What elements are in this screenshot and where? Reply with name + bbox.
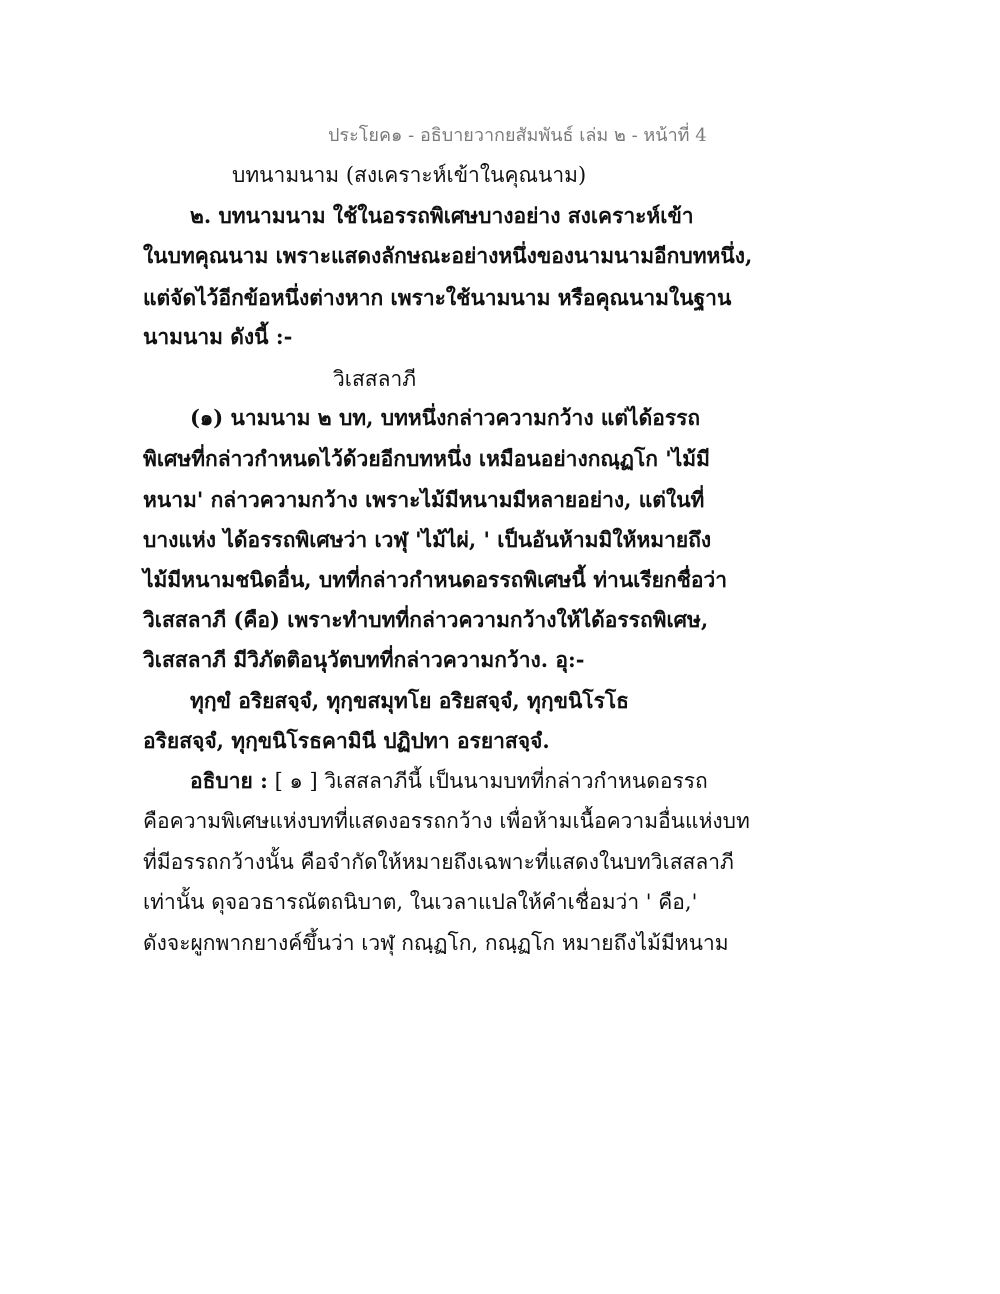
explanation-label: อธิบาย : bbox=[190, 768, 268, 793]
para1-line: พิเศษที่กล่าวกำหนดไว้ด้วยอีกบทหนึ่ง เหมือนอย่างกณฺฏโก 'ไม้มี bbox=[143, 446, 710, 471]
para1-line: บางแห่ง ได้อรรถพิเศษว่า เวฬุ 'ไม้ไผ่, ' เป็นอันห้ามมิให้หมายถึง bbox=[143, 527, 712, 552]
section2-line: ๒. บทนามนาม ใช้ในอรรถพิเศษบางอย่าง สงเคราะห์เข้า bbox=[190, 203, 694, 228]
para1-line: ไม้มีหนามชนิดอื่น, บทที่กล่าวกำหนดอรรถพิเศษนี้ ท่านเรียกชื่อว่า bbox=[143, 567, 728, 592]
explanation-line: ดังจะผูกพากยางค์ขึ้นว่า เวฬุ กณฺฏโก, กณฺฏโก หมายถึงไม้มีหนาม bbox=[143, 931, 729, 955]
para1-line: วิเสสลาภี (คือ) เพราะทำบทที่กล่าวความกว้างให้ได้อรรถพิเศษ, bbox=[143, 607, 709, 632]
section2-line: นามนาม ดังนี้ :- bbox=[143, 324, 293, 349]
section-heading: วิเสสลาภี bbox=[333, 367, 417, 391]
example-line: อริยสจฺจํ, ทุกฺขนิโรธคามินี ปฏิปทา อรยาสจฺจํ. bbox=[143, 728, 550, 753]
example-line: ทุกฺขํ อริยสจฺจํ, ทุกฺขสมุทโย อริยสจฺจํ, ทุกฺขนิโรโธ bbox=[190, 688, 629, 713]
explanation-line: ที่มีอรรถกว้างนั้น คือจำกัดให้หมายถึงเฉพาะที่แสดงในบทวิเสสลาภี bbox=[143, 850, 734, 874]
section2-line: ในบทคุณนาม เพราะแสดงลักษณะอย่างหนึ่งของนามนามอีกบทหนึ่ง, bbox=[143, 243, 753, 268]
page-header: ประโยค๑ - อธิบายวากยสัมพันธ์ เล่ม ๒ - หน้าที่ 4 bbox=[328, 125, 707, 146]
para1-line: วิเสสลาภี มีวิภัตติอนุวัตบทที่กล่าวความกว้าง. อุ:- bbox=[143, 647, 585, 672]
subtitle: บทนามนาม (สงเคราะห์เข้าในคุณนาม) bbox=[232, 163, 587, 187]
para1-line: (๑) นามนาม ๒ บท, บทหนึ่งกล่าวความกว้าง แต่ได้อรรถ bbox=[190, 405, 701, 430]
para1-line: หนาม' กล่าวความกว้าง เพราะไม้มีหนามมีหลายอย่าง, แต่ในที่ bbox=[143, 487, 705, 512]
section2-line: แต่จัดไว้อีกข้อหนึ่งต่างหาก เพราะใช้นามนาม หรือคุณนามในฐาน bbox=[143, 285, 732, 310]
explanation-line: เท่านั้น ดุจอวธารณัตถนิบาต, ในเวลาแปลให้คำเชื่อมว่า ' คือ,' bbox=[143, 890, 698, 914]
explanation-line: คือความพิเศษแห่งบทที่แสดงอรรถกว้าง เพื่อห้ามเนื้อความอื่นแห่งบท bbox=[143, 809, 750, 833]
explanation-first-line-text: [ ๑ ] วิเสสลาภีนี้ เป็นนามบทที่กล่าวกำหนดอรรถ bbox=[274, 769, 708, 793]
explanation-first-line bbox=[190, 766, 708, 796]
